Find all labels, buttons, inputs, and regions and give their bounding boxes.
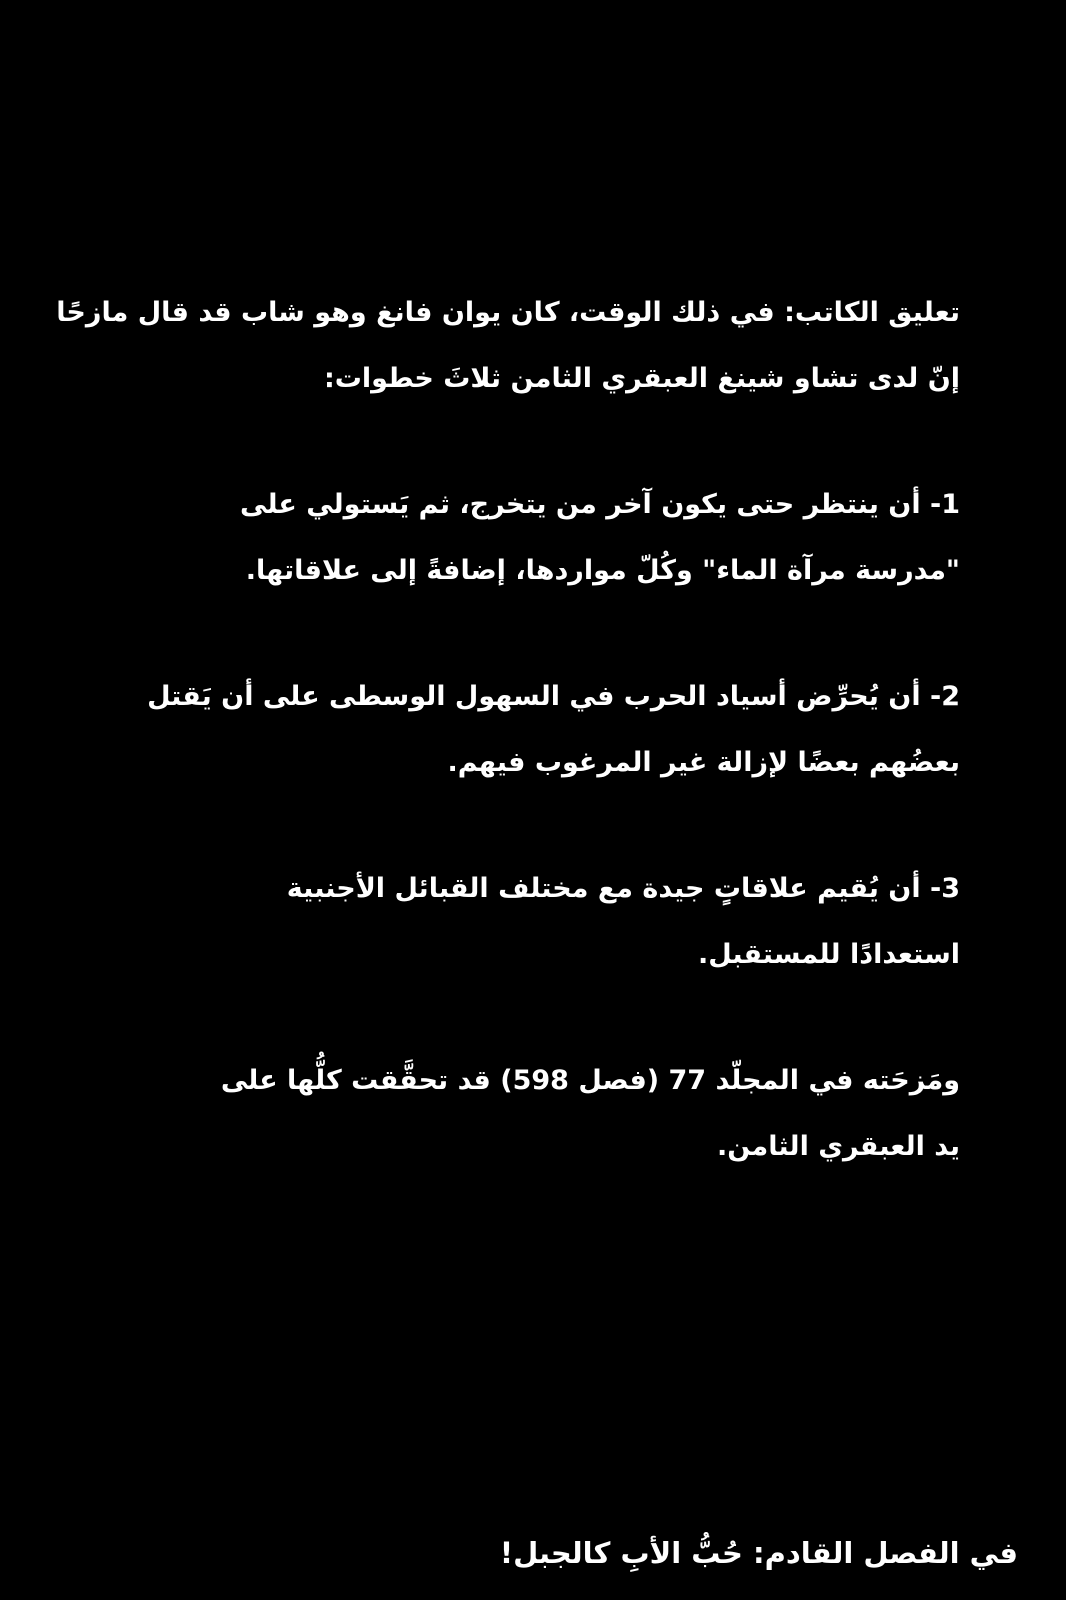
step-3-line-2: استعدادًا للمستقبل. <box>698 939 960 970</box>
step-2 <box>100 664 960 796</box>
step-2-line-1: 2- أن يُحرِّض أسياد الحرب في السهول الوسطى على أن يَقتل <box>147 681 960 712</box>
step-1-line-1: 1- أن ينتظر حتى يكون آخر من يتخرج، ثم يَستولي على <box>240 489 960 520</box>
conclusion-line-2: يد العبقري الثامن. <box>717 1131 960 1162</box>
step-1-line-2: "مدرسة مرآة الماء" وكُلّ مواردها، إضافةً إلى علاقاتها. <box>245 555 960 586</box>
paragraph-gap <box>100 988 960 1048</box>
intro-line-2: إنّ لدى تشاو شينغ العبقري الثامن ثلاثَ خطوات: <box>324 363 960 394</box>
intro-line-1: تعليق الكاتب: في ذلك الوقت، كان يوان فانغ وهو شاب قد قال مازحًا <box>56 297 960 328</box>
author-note <box>56 280 960 1180</box>
step-1 <box>100 472 960 604</box>
step-3 <box>100 856 960 988</box>
author-note-intro <box>56 280 960 412</box>
paragraph-gap <box>100 796 960 856</box>
step-2-line-2: بعضُهم بعضًا لإزالة غير المرغوب فيهم. <box>447 747 960 778</box>
step-3-line-1: 3- أن يُقيم علاقاتٍ جيدة مع مختلف القبائل الأجنبية <box>286 873 960 904</box>
conclusion-line-1: ومَزحَته في المجلّد 77 (فصل 598) قد تحقَّقت كلُّها على <box>220 1065 960 1096</box>
next-chapter-teaser: في الفصل القادم: حُبُّ الأبِ كالجبل! <box>499 1536 1018 1570</box>
author-note-conclusion <box>100 1048 960 1180</box>
paragraph-gap <box>100 412 960 472</box>
paragraph-gap <box>100 604 960 664</box>
